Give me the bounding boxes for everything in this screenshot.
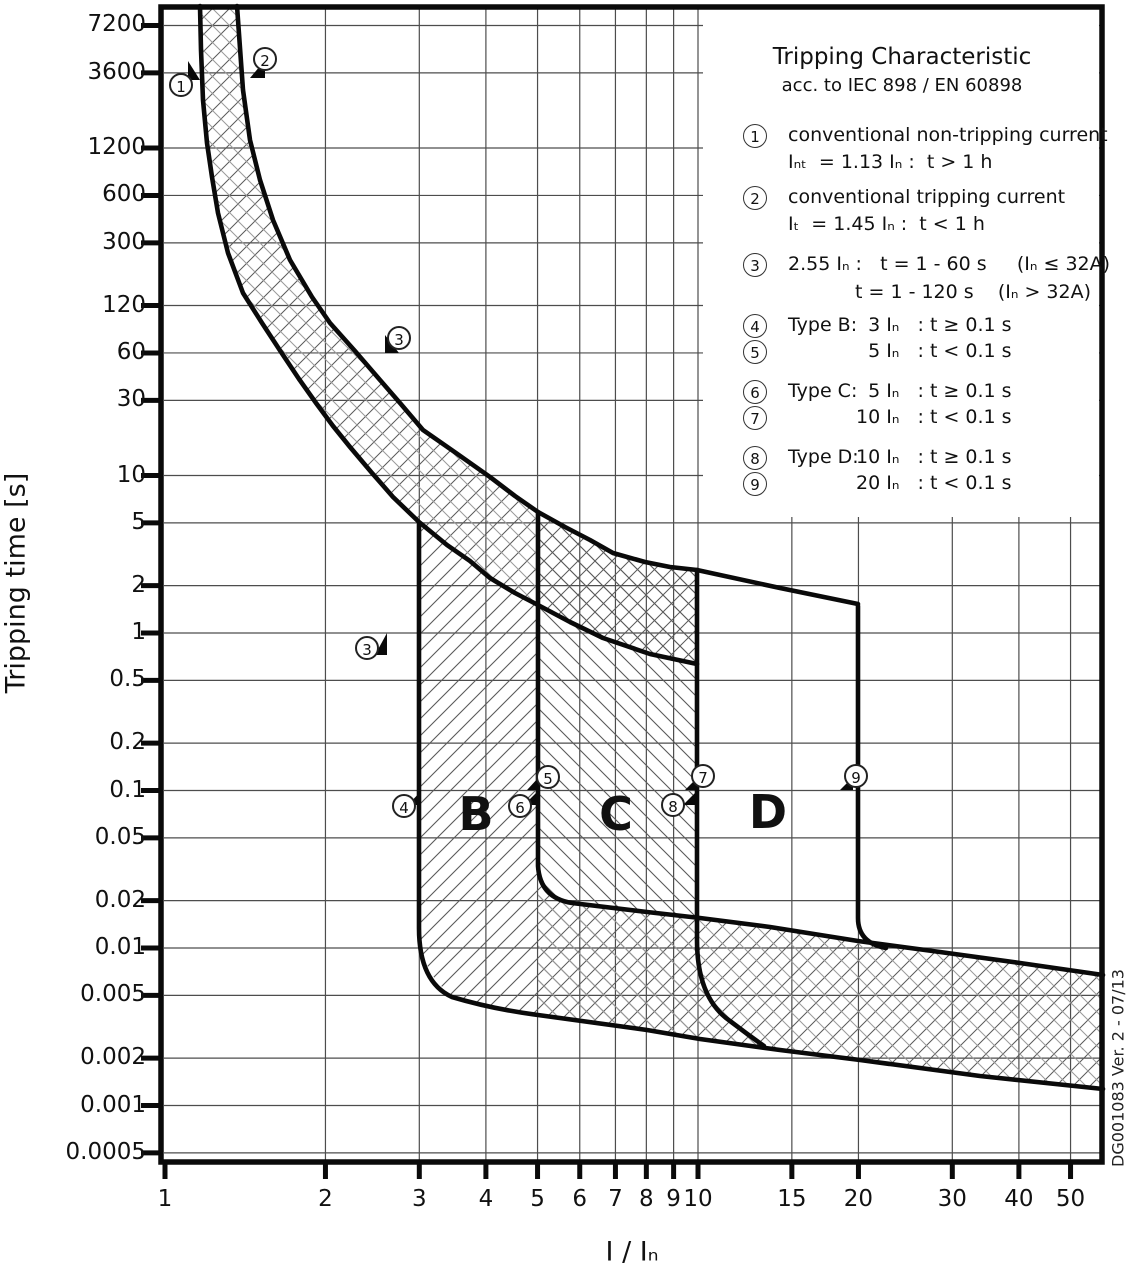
legend-num-1: 1: [743, 124, 767, 148]
y-tick-label: 0.02: [94, 886, 146, 913]
y-tick-label: 60: [116, 338, 146, 365]
marker-4: 4: [392, 794, 416, 818]
y-tick-label: 0.01: [94, 934, 146, 960]
x-tick-label: 9: [666, 1186, 681, 1212]
y-tick-label: 120: [102, 291, 146, 318]
x-tick-label: 3: [411, 1186, 427, 1212]
y-tick-label: 0.2: [109, 729, 146, 756]
y-tick-label: 600: [102, 181, 146, 208]
y-tick-label: 0.001: [80, 1091, 146, 1118]
region-label-c: C: [599, 787, 633, 841]
y-tick-label: 0.0005: [65, 1138, 146, 1165]
legend-num-9: 9: [743, 472, 767, 496]
legend-formula-3: t = 1 - 120 s (Iₙ > 32A): [855, 281, 1092, 303]
legend-num-3: 3: [743, 253, 767, 277]
y-tick-label: 300: [102, 228, 146, 255]
x-tick-label: 15: [777, 1186, 807, 1212]
y-tick-label: 0.5: [109, 666, 146, 693]
y-axis-title: Tripping time [s]: [0, 472, 32, 694]
y-tick-label: 30: [116, 386, 146, 413]
legend-spec-7: 10 Iₙ : t < 0.1 s: [856, 406, 1012, 428]
x-tick-label: 10: [683, 1186, 713, 1212]
x-axis-title: I / Iₙ: [605, 1236, 659, 1268]
y-tick-label: 0.05: [94, 823, 146, 850]
marker-6: 6: [508, 794, 532, 818]
x-tick-label: 1: [157, 1186, 173, 1212]
legend-spec-6: 5 Iₙ : t ≥ 0.1 s: [856, 380, 1012, 402]
legend-spec-5: 5 Iₙ : t < 0.1 s: [856, 340, 1012, 362]
region-label-d: D: [748, 785, 788, 839]
x-tick-label: 7: [608, 1186, 623, 1212]
marker-3a: 3: [387, 326, 411, 350]
marker-2: 2: [253, 47, 277, 71]
y-tick-label: 2: [131, 571, 146, 598]
x-tick-label: 2: [318, 1186, 333, 1212]
legend-spec-4: 3 Iₙ : t ≥ 0.1 s: [856, 314, 1012, 336]
legend-spec-8: 10 Iₙ : t ≥ 0.1 s: [856, 446, 1012, 468]
x-tick-label: 30: [937, 1186, 967, 1212]
x-tick-label: 50: [1055, 1186, 1086, 1212]
document-id-watermark: DG001083 Ver. 2 - 07/13: [1108, 969, 1128, 1167]
legend-text-2: conventional tripping current: [788, 186, 1066, 208]
region-label-b: B: [458, 787, 494, 841]
legend-num-5: 5: [743, 340, 767, 364]
y-tick-label: 5: [131, 508, 146, 535]
legend-num-6: 6: [743, 380, 767, 404]
marker-1: 1: [169, 73, 193, 97]
x-tick-label: 4: [478, 1186, 494, 1212]
legend-type-d: Type D:: [788, 446, 859, 468]
x-tick-label: 20: [843, 1186, 874, 1212]
legend-num-2: 2: [743, 186, 767, 210]
y-tick-label: 0.002: [80, 1044, 146, 1071]
legend-subtitle: acc. to IEC 898 / EN 60898: [781, 75, 1023, 96]
y-tick-label: 10: [116, 461, 146, 488]
y-tick-label: 7200: [87, 11, 146, 38]
y-tick-label: 1: [131, 619, 146, 645]
legend-title: Tripping Characteristic: [772, 44, 1032, 70]
marker-9: 9: [844, 764, 868, 788]
x-tick-label: 5: [530, 1186, 545, 1212]
x-tick-label: 6: [572, 1186, 588, 1212]
marker-7: 7: [691, 764, 715, 788]
legend-num-7: 7: [743, 406, 767, 430]
legend-formula-1: Iₙₜ = 1.13 Iₙ : t > 1 h: [788, 151, 993, 173]
marker-3b: 3: [355, 636, 379, 660]
x-tick-label: 40: [1004, 1186, 1034, 1212]
legend-type-b: Type B:: [788, 314, 858, 336]
legend-num-8: 8: [743, 446, 767, 470]
legend-spec-9: 20 Iₙ : t < 0.1 s: [856, 472, 1012, 494]
y-tick-label: 3600: [87, 58, 146, 85]
y-tick-label: 0.005: [80, 981, 146, 1008]
legend-formula-2: Iₜ = 1.45 Iₙ : t < 1 h: [788, 213, 985, 235]
marker-5: 5: [536, 765, 560, 789]
marker-8: 8: [661, 793, 685, 817]
x-tick-label: 8: [639, 1186, 654, 1212]
legend-type-c: Type C:: [788, 380, 858, 402]
y-tick-label: 0.1: [109, 776, 146, 803]
legend-text-1: conventional non-tripping current: [788, 124, 1108, 146]
legend-num-4: 4: [743, 314, 767, 338]
y-tick-label: 1200: [87, 134, 146, 161]
legend-text-3: 2.55 Iₙ : t = 1 - 60 s (Iₙ ≤ 32A): [788, 253, 1111, 275]
